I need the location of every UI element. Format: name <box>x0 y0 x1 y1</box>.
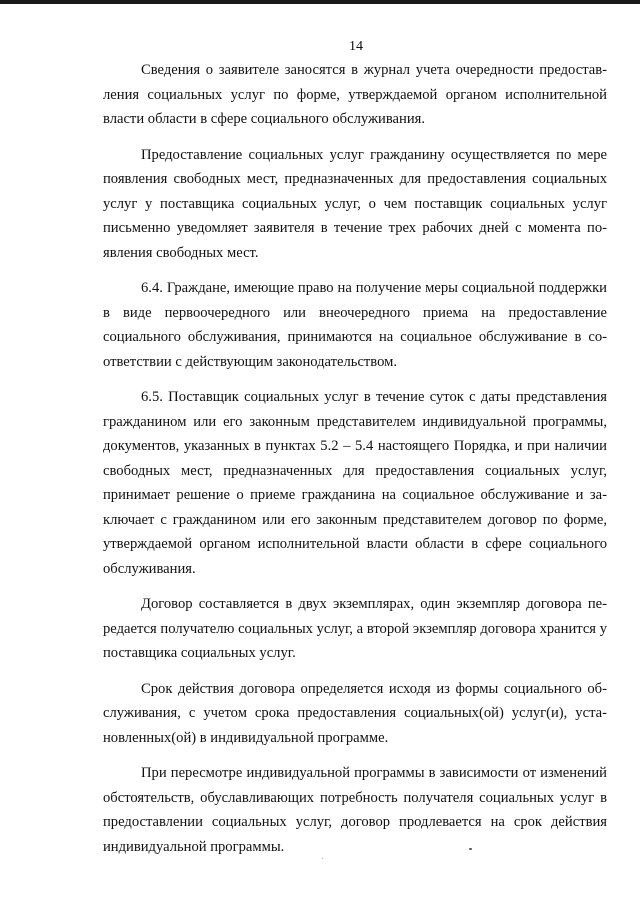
paragraph-service-provision: Предоставление социальных услуг гражданину осуществляется по мере появления свободных мест, предназначенных для предоставления социальных услуг у поставщика социальных услуг, о чем поставщик социальных услуг письменно уведомляет заявителя в течение трех рабочих дней с момента появления свободных мест. <box>103 146 607 261</box>
page-number: 14 <box>349 39 363 54</box>
scan-speck <box>469 848 472 850</box>
top-border-rule <box>0 0 640 4</box>
paragraph-contract-term: Срок действия договора определяется исходя из формы социального обслуживания, с учетом срока предоставления социальных(ой) услуг(и), установленных(ой) в индивидуальной программе. <box>103 680 607 746</box>
paragraph-6-5: 6.5. Поставщик социальных услуг в течение суток с даты представления гражданином или его законным представителем индивидуальной программы, документов, указанных в пунктах 5.2 – 5.4 настоящего Порядка, и при наличии свободных мест, предназначенных для предоставления социальных услуг, принимает решение о приеме гражданина на социальное обслуживание и заключает с гражданином или его законным представителем договор по форме, утверждаемой органом исполнительной власти области в сфере социального обслуживания. <box>103 389 607 577</box>
paragraph-applicant-info: Сведения о заявителе заносятся в журнал учета очередности предоставления социальных услуг по форме, утверждаемой органом исполнительной власти области в сфере социального обслуживания. <box>103 62 607 127</box>
paragraph-6-4: 6.4. Граждане, имеющие право на получение меры социальной поддержки в виде первоочередного или внеочередного приема на предоставление социального обслуживания, принимаются на социальное обслуживание в соответствии с действующим законодательством. <box>103 280 607 370</box>
document-body <box>103 58 607 870</box>
scan-speck <box>322 858 323 859</box>
paragraph-contract-copies: Договор составляется в двух экземплярах, один экземпляр договора передается получателю социальных услуг, а второй экземпляр договора хранится у поставщика социальных услуг. <box>103 596 607 661</box>
paragraph-program-revision: При пересмотре индивидуальной программы в зависимости от изменений обстоятельств, обуславливающих потребность получателя социальных услуг в предоставлении социальных услуг, договор продлевается на срок действия индивидуальной программы. <box>103 765 607 855</box>
